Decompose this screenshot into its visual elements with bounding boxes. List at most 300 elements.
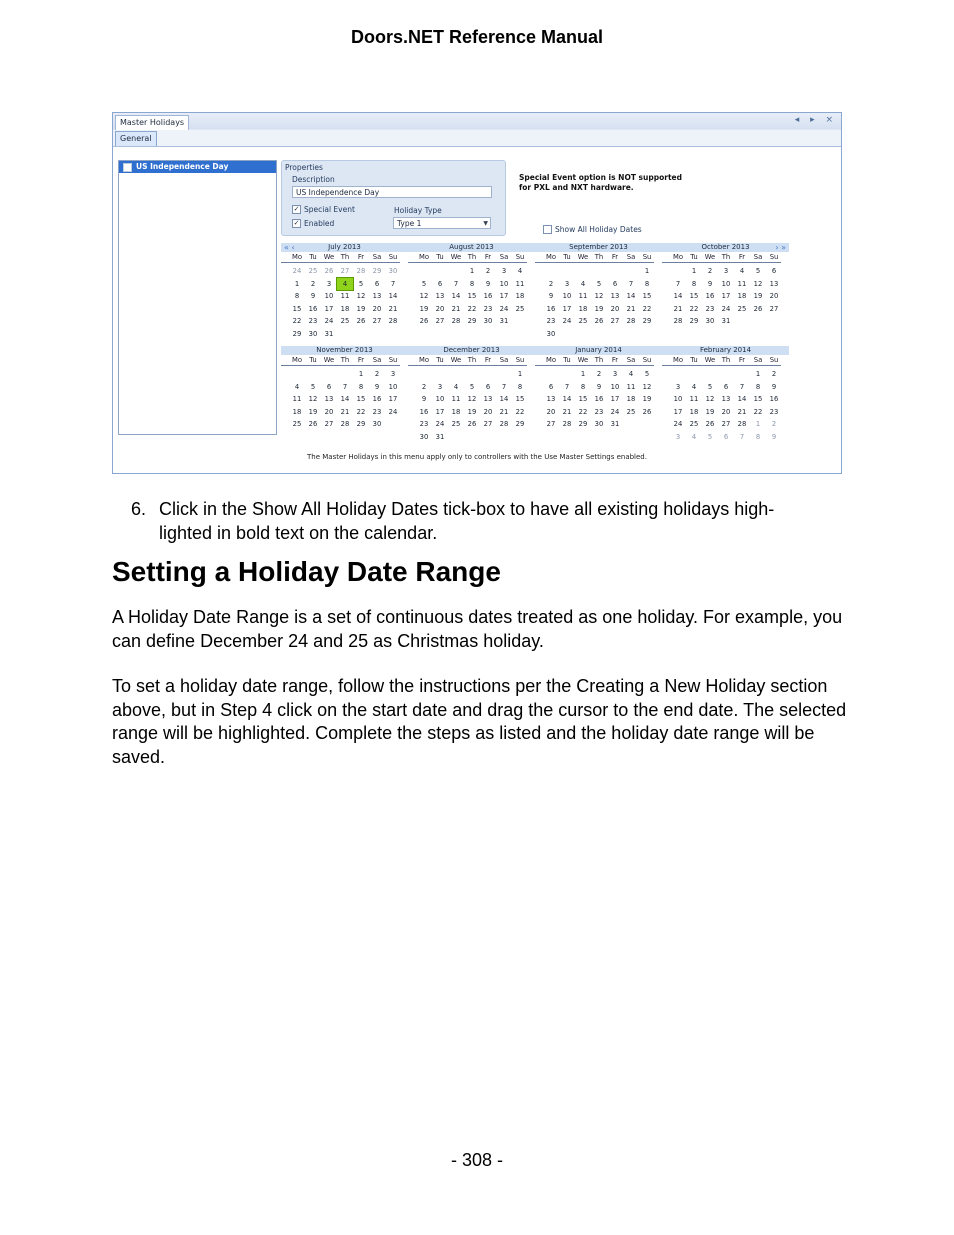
day-cell-other-month[interactable]: 2 (771, 420, 777, 428)
tab-general[interactable]: General (115, 131, 157, 146)
day-cell[interactable]: 25 (689, 420, 699, 428)
day-cell[interactable]: 8 (358, 382, 364, 391)
day-cell[interactable]: 1 (691, 267, 697, 275)
day-cell[interactable]: 14 (737, 395, 747, 403)
day-cell[interactable]: 14 (340, 395, 350, 403)
day-cell[interactable]: 12 (419, 292, 429, 300)
day-cell[interactable]: 16 (705, 292, 715, 300)
day-cell[interactable]: 5 (644, 370, 650, 378)
list-item[interactable] (119, 161, 276, 173)
day-cell[interactable]: 26 (705, 420, 715, 428)
day-cell[interactable]: 1 (755, 370, 761, 378)
day-cell[interactable]: 20 (483, 407, 493, 416)
day-cell[interactable]: 25 (340, 317, 350, 325)
day-cell[interactable]: 11 (737, 279, 747, 288)
day-cell[interactable]: 1 (294, 279, 300, 288)
day-cell[interactable]: 16 (769, 395, 779, 403)
day-cell[interactable]: 9 (707, 279, 713, 288)
day-cell[interactable]: 30 (372, 420, 382, 428)
day-cell[interactable]: 29 (356, 420, 366, 428)
day-cell[interactable]: 5 (358, 279, 364, 288)
day-cell[interactable]: 1 (358, 370, 364, 378)
day-cell[interactable]: 23 (308, 317, 318, 325)
day-cell[interactable]: 22 (515, 407, 525, 416)
day-cell[interactable]: 20 (435, 304, 445, 313)
day-cell-empty (670, 265, 686, 278)
day-cell[interactable]: 13 (610, 292, 620, 300)
day-cell[interactable]: 27 (769, 304, 779, 313)
day-cell[interactable]: 31 (324, 329, 334, 338)
day-cell[interactable]: 23 (705, 304, 715, 313)
day-cell[interactable]: 23 (546, 317, 556, 325)
month-title: September 2013 (535, 243, 662, 252)
day-cell[interactable]: 7 (739, 382, 745, 391)
weekday-label: Fr (611, 356, 619, 364)
day-cell[interactable]: 29 (642, 317, 652, 325)
day-cell[interactable]: 6 (437, 279, 443, 288)
day-cell[interactable]: 28 (562, 420, 572, 428)
day-cell[interactable]: 19 (467, 407, 477, 416)
weekday-label: We (577, 356, 589, 364)
month-title: July 2013 « ‹ (281, 243, 408, 252)
day-cell[interactable]: 12 (705, 395, 715, 403)
day-cell[interactable]: 27 (610, 317, 620, 325)
day-cell[interactable]: 7 (675, 279, 681, 288)
day-cell[interactable]: 5 (310, 382, 316, 391)
day-cell[interactable]: 25 (292, 420, 302, 428)
day-cell[interactable]: 31 (435, 432, 445, 441)
day-cell[interactable]: 9 (374, 382, 380, 391)
day-cell[interactable]: 18 (451, 407, 461, 416)
weekday-label: Sa (753, 253, 763, 261)
day-cell[interactable]: 19 (594, 304, 604, 313)
show-all-checkbox[interactable] (543, 225, 552, 234)
day-cell[interactable]: 16 (308, 304, 318, 313)
day-cell[interactable]: 27 (546, 420, 556, 428)
day-cell[interactable]: 28 (673, 317, 683, 325)
day-cell-other-month[interactable]: 6 (723, 432, 729, 441)
day-cell[interactable]: 24 (499, 304, 509, 313)
day-cell[interactable]: 6 (723, 382, 729, 391)
day-cell[interactable]: 24 (562, 317, 572, 325)
day-cell[interactable]: 14 (451, 292, 461, 300)
day-cell[interactable]: 10 (324, 292, 334, 300)
day-cell[interactable]: 4 (580, 279, 586, 288)
weekday-label: Tu (436, 356, 444, 364)
day-cell[interactable]: 22 (356, 407, 366, 416)
weekday-label: Fr (484, 356, 492, 364)
weekday-label: Su (769, 356, 779, 364)
day-cell-empty (432, 368, 448, 381)
month-title: October 2013 › » (662, 243, 789, 252)
day-cell[interactable]: 19 (753, 292, 763, 300)
day-cell[interactable]: 29 (578, 420, 588, 428)
day-cell[interactable]: 5 (596, 279, 602, 288)
day-cell[interactable]: 11 (626, 382, 636, 391)
day-cell[interactable]: 2 (310, 279, 316, 288)
day-cell[interactable]: 15 (753, 395, 763, 403)
day-cell[interactable]: 17 (673, 407, 683, 416)
weekday-label: Tu (563, 356, 571, 364)
next-month-icon[interactable]: › » (775, 243, 786, 252)
enabled-checkbox[interactable]: ✓ (293, 219, 300, 227)
weekday-label: Su (388, 356, 398, 364)
day-cell[interactable]: 6 (612, 279, 618, 288)
day-cell[interactable]: 17 (721, 292, 731, 300)
day-cell[interactable]: 1 (644, 267, 650, 275)
day-cell[interactable]: 15 (356, 395, 366, 403)
day-cell[interactable]: 26 (753, 304, 763, 313)
day-cell-empty (448, 265, 464, 278)
day-cell[interactable]: 22 (642, 304, 652, 313)
day-cell[interactable]: 25 (515, 304, 525, 313)
subtab-bar (113, 130, 841, 147)
day-cell[interactable]: 14 (388, 292, 398, 300)
day-cell[interactable]: 28 (340, 420, 350, 428)
day-cell[interactable]: 1 (580, 370, 586, 378)
day-cell[interactable]: 9 (596, 382, 602, 391)
day-cell[interactable]: 4 (517, 267, 523, 275)
day-cell[interactable]: 4 (739, 267, 745, 275)
day-cell-other-month[interactable]: 7 (739, 432, 745, 441)
day-cell[interactable]: 5 (707, 382, 713, 391)
day-cell[interactable]: 27 (372, 317, 382, 325)
day-cell[interactable]: 18 (689, 407, 699, 416)
day-cell[interactable]: 8 (469, 279, 475, 288)
day-cell-other-month[interactable]: 28 (356, 267, 366, 275)
prev-month-icon[interactable]: « ‹ (284, 243, 295, 252)
day-cell[interactable]: 6 (374, 279, 380, 288)
holiday-list[interactable] (118, 160, 277, 435)
day-cell[interactable]: 30 (594, 420, 604, 428)
day-cell[interactable]: 10 (610, 382, 620, 391)
day-cell[interactable]: 28 (737, 420, 747, 428)
day-cell[interactable]: 8 (294, 292, 300, 300)
day-cell[interactable]: 7 (453, 279, 459, 288)
day-cell[interactable]: 15 (292, 304, 302, 313)
day-cell[interactable]: 3 (612, 370, 618, 378)
day-cell[interactable]: 10 (499, 279, 509, 288)
day-cell[interactable]: 26 (642, 407, 652, 416)
day-cell[interactable]: 15 (689, 292, 699, 300)
day-cell[interactable]: 25 (578, 317, 588, 325)
day-cell[interactable]: 13 (546, 395, 556, 403)
day-cell[interactable]: 22 (689, 304, 699, 313)
day-cell[interactable]: 1 (517, 370, 523, 378)
weekday-label: Su (515, 253, 525, 261)
day-cell[interactable]: 26 (467, 420, 477, 428)
day-cell[interactable]: 12 (642, 382, 652, 391)
day-cell[interactable]: 5 (469, 382, 475, 391)
day-cell[interactable]: 15 (515, 395, 525, 403)
day-cell[interactable]: 12 (356, 292, 366, 300)
day-cell[interactable]: 29 (467, 317, 477, 325)
day-cell[interactable]: 26 (419, 317, 429, 325)
day-cell[interactable]: 13 (769, 279, 779, 288)
day-cell[interactable]: 3 (675, 382, 681, 391)
weekday-row (662, 252, 781, 263)
day-cell-empty (718, 368, 734, 381)
day-cell[interactable]: 21 (626, 304, 636, 313)
day-cell[interactable]: 20 (324, 407, 334, 416)
day-cell[interactable]: 2 (548, 279, 554, 288)
day-cell[interactable]: 24 (324, 317, 334, 325)
day-cell[interactable]: 17 (610, 395, 620, 403)
month-calendar (662, 243, 789, 346)
day-cell[interactable]: 20 (721, 407, 731, 416)
day-cell[interactable]: 13 (324, 395, 334, 403)
day-cell-empty (464, 368, 480, 381)
day-cell[interactable]: 2 (771, 370, 777, 378)
day-cell[interactable]: 18 (515, 292, 525, 300)
day-cell[interactable]: 24 (673, 420, 683, 428)
day-cell[interactable]: 29 (515, 420, 525, 428)
day-cell[interactable]: 30 (705, 317, 715, 325)
day-cell[interactable]: 29 (689, 317, 699, 325)
day-cell[interactable]: 18 (292, 407, 302, 416)
day-cell-other-month[interactable]: 8 (755, 432, 761, 441)
day-cell[interactable]: 24 (388, 407, 398, 416)
day-cell[interactable]: 20 (372, 304, 382, 313)
day-cell[interactable]: 22 (578, 407, 588, 416)
day-cell[interactable]: 2 (707, 267, 713, 275)
day-cell-other-month[interactable]: 4 (691, 432, 697, 441)
day-cell[interactable]: 24 (721, 304, 731, 313)
day-cell[interactable]: 7 (342, 382, 348, 391)
day-cell[interactable]: 11 (578, 292, 588, 300)
day-cell[interactable]: 2 (374, 370, 380, 378)
day-cell[interactable]: 19 (356, 304, 366, 313)
day-cell[interactable]: 13 (372, 292, 382, 300)
day-cell[interactable]: 25 (737, 304, 747, 313)
day-cell[interactable]: 20 (610, 304, 620, 313)
description-field[interactable]: US Independence Day (292, 186, 492, 198)
day-cell[interactable]: 13 (721, 395, 731, 403)
day-cell[interactable]: 12 (753, 279, 763, 288)
day-cell[interactable]: 18 (737, 292, 747, 300)
day-cell[interactable]: 6 (326, 382, 332, 391)
day-cell[interactable]: 21 (737, 407, 747, 416)
day-cell[interactable]: 4 (691, 382, 697, 391)
day-cell[interactable]: 23 (419, 420, 429, 428)
special-event-checkbox[interactable]: ✓ (293, 205, 300, 213)
day-cell[interactable]: 18 (340, 304, 350, 313)
day-cell[interactable]: 5 (421, 279, 427, 288)
day-cell[interactable]: 21 (340, 407, 350, 416)
day-cell[interactable]: 11 (340, 292, 350, 300)
day-cell[interactable]: 26 (308, 420, 318, 428)
day-cell-other-month[interactable]: 25 (308, 267, 318, 275)
day-cell[interactable]: 3 (501, 267, 507, 275)
day-cell-other-month[interactable]: 24 (292, 267, 302, 275)
day-cell[interactable]: 15 (467, 292, 477, 300)
day-cell[interactable]: 15 (642, 292, 652, 300)
day-cell[interactable]: 3 (437, 382, 443, 391)
day-cell[interactable]: 28 (388, 317, 398, 325)
day-cell[interactable]: 2 (421, 382, 427, 391)
day-cell[interactable]: 24 (435, 420, 445, 428)
day-cell[interactable]: 31 (499, 317, 509, 325)
day-cell[interactable]: 16 (594, 395, 604, 403)
step-number: 6. (131, 499, 147, 519)
day-cell[interactable]: 20 (769, 292, 779, 300)
day-cell[interactable]: 15 (578, 395, 588, 403)
day-cell[interactable]: 7 (628, 279, 634, 288)
day-cell[interactable]: 8 (580, 382, 586, 391)
day-cell[interactable]: 10 (562, 292, 572, 300)
day-cell[interactable]: 25 (451, 420, 461, 428)
day-cell[interactable]: 11 (689, 395, 699, 403)
day-cell[interactable]: 14 (499, 395, 509, 403)
day-cell[interactable]: 12 (308, 395, 318, 403)
day-cell[interactable]: 8 (755, 382, 761, 391)
weekday-row (535, 252, 654, 263)
day-cell[interactable]: 3 (723, 267, 729, 275)
day-cell[interactable]: 14 (562, 395, 572, 403)
day-cell-other-month[interactable]: 3 (675, 432, 681, 441)
day-cell-selected[interactable]: 4 (337, 278, 353, 291)
day-cell[interactable]: 6 (485, 382, 491, 391)
day-cell[interactable]: 19 (705, 407, 715, 416)
day-cell[interactable]: 11 (515, 279, 525, 288)
day-cell[interactable]: 7 (564, 382, 570, 391)
day-cell[interactable]: 21 (673, 304, 683, 313)
day-cell[interactable]: 27 (721, 420, 731, 428)
day-cell[interactable]: 17 (499, 292, 509, 300)
day-cell[interactable]: 23 (483, 304, 493, 313)
day-cell[interactable]: 16 (546, 304, 556, 313)
day-cell[interactable]: 23 (594, 407, 604, 416)
day-cell-other-month[interactable]: 9 (771, 432, 777, 441)
day-cell[interactable]: 20 (546, 407, 556, 416)
day-cell[interactable]: 4 (294, 382, 300, 391)
day-cell[interactable]: 3 (326, 279, 332, 288)
day-cell[interactable]: 14 (626, 292, 636, 300)
day-cell[interactable]: 2 (596, 370, 602, 378)
weekday-label: Tu (436, 253, 444, 261)
weekday-label: Sa (499, 356, 509, 364)
day-cell[interactable]: 17 (388, 395, 398, 403)
day-cell[interactable]: 17 (324, 304, 334, 313)
day-cell[interactable]: 3 (564, 279, 570, 288)
day-cell-other-month[interactable]: 26 (324, 267, 334, 275)
day-cell[interactable]: 31 (610, 420, 620, 428)
day-cell[interactable]: 23 (372, 407, 382, 416)
day-cell[interactable]: 25 (626, 407, 636, 416)
day-cell[interactable]: 17 (562, 304, 572, 313)
day-cell[interactable]: 10 (435, 395, 445, 403)
day-cell[interactable]: 9 (548, 292, 554, 300)
day-cell[interactable]: 30 (308, 329, 318, 338)
weekday-label: Mo (672, 253, 684, 261)
weekday-label: Sa (372, 253, 382, 261)
day-cell[interactable]: 26 (356, 317, 366, 325)
day-cell[interactable]: 22 (753, 407, 763, 416)
day-cell-other-month[interactable]: 5 (707, 432, 713, 441)
day-cell[interactable]: 8 (517, 382, 523, 391)
day-cell[interactable]: 19 (642, 395, 652, 403)
day-cell[interactable]: 26 (594, 317, 604, 325)
day-cell-other-month[interactable]: 27 (340, 267, 350, 275)
day-cell[interactable]: 13 (435, 292, 445, 300)
day-cell-other-month[interactable]: 30 (388, 267, 398, 275)
day-cell[interactable]: 28 (451, 317, 461, 325)
day-cell[interactable]: 10 (673, 395, 683, 403)
day-cell[interactable]: 28 (499, 420, 509, 428)
day-cell[interactable]: 30 (483, 317, 493, 325)
day-cell[interactable]: 7 (501, 382, 507, 391)
day-cell[interactable]: 24 (610, 407, 620, 416)
day-cell[interactable]: 16 (483, 292, 493, 300)
day-cell[interactable]: 16 (372, 395, 382, 403)
day-cell[interactable]: 9 (421, 395, 427, 403)
day-cell[interactable]: 18 (626, 395, 636, 403)
day-cell[interactable]: 8 (691, 279, 697, 288)
day-cell[interactable]: 19 (419, 304, 429, 313)
day-cell[interactable]: 31 (721, 317, 731, 325)
day-cell[interactable]: 18 (578, 304, 588, 313)
weekday-label: Th (340, 253, 350, 261)
day-cell[interactable]: 11 (292, 395, 302, 403)
day-cell[interactable]: 4 (628, 370, 634, 378)
day-cell[interactable]: 21 (451, 304, 461, 313)
day-cell[interactable]: 6 (548, 382, 554, 391)
day-cell[interactable]: 14 (673, 292, 683, 300)
day-cell[interactable]: 7 (390, 279, 396, 288)
day-cell[interactable]: 12 (594, 292, 604, 300)
day-cell-empty (591, 265, 607, 278)
day-cell[interactable]: 22 (292, 317, 302, 325)
day-cell[interactable]: 29 (292, 329, 302, 338)
day-cell-other-month[interactable]: 1 (755, 420, 761, 428)
day-cell-other-month[interactable]: 29 (372, 267, 382, 275)
day-cell[interactable]: 13 (483, 395, 493, 403)
holiday-type-select[interactable] (393, 217, 491, 229)
day-cell[interactable]: 30 (419, 432, 429, 441)
day-cell[interactable]: 21 (499, 407, 509, 416)
day-cell[interactable]: 27 (324, 420, 334, 428)
day-cell[interactable]: 21 (562, 407, 572, 416)
day-cell[interactable]: 23 (769, 407, 779, 416)
day-cell[interactable]: 21 (388, 304, 398, 313)
day-cell[interactable]: 9 (310, 292, 316, 300)
day-cell[interactable]: 22 (467, 304, 477, 313)
day-cell[interactable]: 3 (390, 370, 396, 378)
day-cell[interactable]: 17 (435, 407, 445, 416)
day-cell[interactable]: 9 (485, 279, 491, 288)
tab-master-holidays[interactable]: Master Holidays (115, 115, 189, 130)
day-cell[interactable]: 2 (485, 267, 491, 275)
day-cell[interactable]: 8 (644, 279, 650, 288)
day-cell[interactable]: 27 (435, 317, 445, 325)
day-cell[interactable]: 4 (453, 382, 459, 391)
day-cell[interactable]: 9 (771, 382, 777, 391)
weekday-label: Th (594, 356, 604, 364)
day-cell[interactable]: 16 (419, 407, 429, 416)
day-cell[interactable]: 28 (626, 317, 636, 325)
day-cell[interactable]: 12 (467, 395, 477, 403)
window-controls[interactable]: ◂ ▸ × (794, 115, 837, 125)
day-cell[interactable]: 30 (546, 329, 556, 338)
day-cell[interactable]: 5 (755, 267, 761, 275)
day-cell[interactable]: 10 (721, 279, 731, 288)
day-cell[interactable]: 11 (451, 395, 461, 403)
day-cell[interactable]: 10 (388, 382, 398, 391)
day-cell[interactable]: 6 (771, 267, 777, 275)
day-cell[interactable]: 1 (469, 267, 475, 275)
day-cell[interactable]: 19 (308, 407, 318, 416)
day-cell[interactable]: 27 (483, 420, 493, 428)
